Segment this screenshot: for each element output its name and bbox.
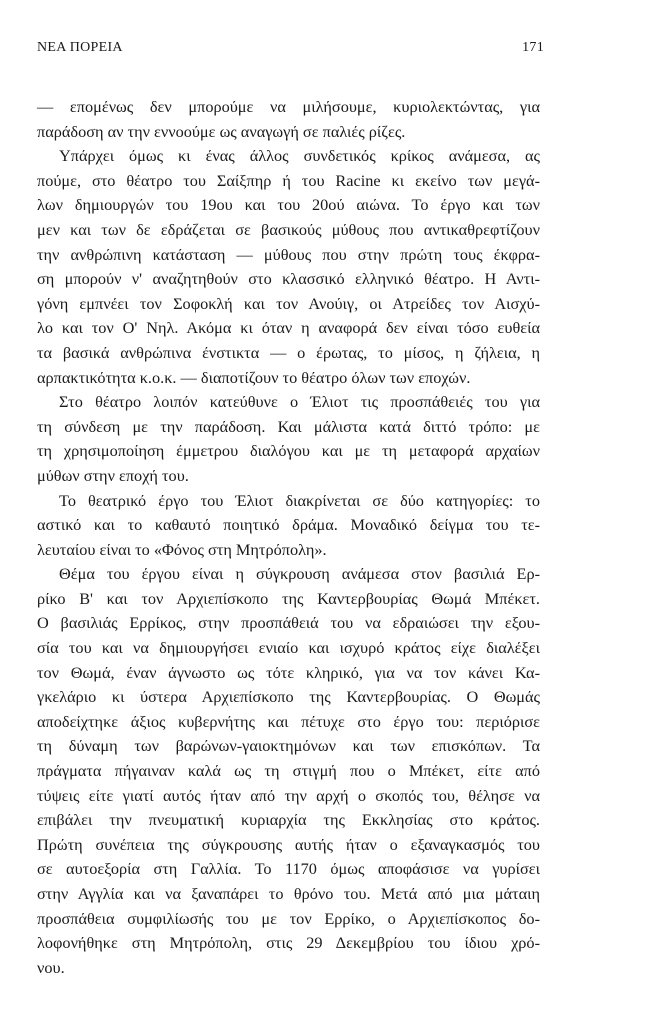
text-line: τύψεις είτε γιατί αυτός ήταν από την αρχή ο σκοπός του, θέλησε να	[37, 785, 540, 805]
text-line: λευταίου είναι το «Φόνος στη Μητρόπολη».	[37, 539, 327, 559]
text-line: ση μπορούν ν' αναζητηθούν στο κλασσικό ελληνικό θέατρο. Η Αντι-	[37, 269, 540, 289]
text-line: τη χρησιμοποίηση έμμετρου διαλόγου και με τη μεταφορά αρχαίων	[37, 441, 540, 461]
text-line: Στο θέατρο λοιπόν κατεύθυνε ο Έλιοτ τις προσπάθειές του για	[59, 392, 540, 412]
text-line: πράγματα πήγαιναν καλά ως τη στιγμή που ο Μπέκετ, είτε από	[37, 761, 540, 781]
text-line: πούμε, στο θέατρο του Σαίξπηρ ή του Racine κι εκείνο των μεγά-	[37, 170, 540, 190]
text-line: παράδοση αν την εννοούμε ως αναγωγή σε παλιές ρίζες.	[37, 121, 406, 141]
page-number: 171	[522, 40, 544, 55]
text-line: τη σύνδεση με την παράδοση. Και μάλιστα κατά διττό τρόπο: με	[37, 416, 540, 436]
body-text	[37, 95, 540, 980]
text-line: αρπακτικότητα κ.ο.κ. — διαποτίζουν το θέατρο όλων των εποχών.	[37, 367, 471, 387]
text-line: αποδείχτηκε άξιος κυβερνήτης και πέτυχε στο έργο του: περιόρισε	[37, 711, 540, 731]
text-line: — επομένως δεν μπορούμε να μιλήσουμε, κυριολεκτώντας, για	[37, 97, 540, 116]
text-line: σε αυτοεξορία στη Γαλλία. Το 1170 όμως αποφάσισε να γυρίσει	[37, 859, 540, 879]
text-line: γόνη εμπνέει τον Σοφοκλή και τον Ανούιγ, οι Ατρείδες τον Αισχύ-	[37, 293, 540, 313]
text-line: λοφονήθηκε στη Μητρόπολη, στις 29 Δεκεμβρίου του ίδιου χρό-	[37, 933, 540, 953]
text-line: μεν και των δε εδράζεται σε βασικούς μύθους που αντικαθρεφτίζουν	[37, 219, 540, 239]
paragraph	[37, 562, 540, 980]
text-line: λων δημιουργών του 19ου και του 20ού αιώνα. Το έργο και των	[37, 195, 540, 215]
text-line: προσπάθεια συμφιλίωσής του με τον Ερρίκο, ο Αρχιεπίσκοπος δο-	[37, 908, 540, 928]
text-line: Πρώτη συνέπεια της σύγκρουσης αυτής ήταν ο εξαναγκασμός του	[37, 834, 540, 854]
paragraph	[37, 390, 540, 488]
text-line: γκελάριο κι ύστερα Αρχιεπίσκοπο της Καντερβουρίας. Ο Θωμάς	[37, 687, 540, 707]
text-line: Θέμα του έργου είναι η σύγκρουση ανάμεσα στον βασιλιά Ερ-	[59, 564, 540, 584]
running-header	[37, 40, 544, 60]
paragraph	[37, 144, 540, 390]
text-line: στην Αγγλία και να ξαναπάρει το θρόνο του. Μετά από μια μάταιη	[37, 884, 540, 903]
text-line: μύθων στην εποχή του.	[37, 465, 189, 485]
running-title: ΝΕΑ ΠΟΡΕΙΑ	[37, 40, 123, 55]
text-line: Υπάρχει όμως κι ένας άλλος συνδετικός κρίκος ανάμεσα, ας	[59, 146, 540, 166]
text-line: τα βασικά ανθρώπινα ένστικτα — ο έρωτας, το μίσος, η ζήλεια, η	[37, 342, 540, 362]
paragraph	[37, 489, 540, 563]
text-line: την ανθρώπινη κατάσταση — μύθους που στην πρώτη τους έκφρα-	[37, 244, 540, 264]
text-line: Ο βασιλιάς Ερρίκος, στην προσπάθειά του να εδραιώσει την εξου-	[37, 613, 540, 633]
text-line: λο και τον Ο' Νηλ. Ακόμα κι όταν η αναφορά δεν είναι τόσο ευθεία	[37, 318, 540, 338]
text-line: Το θεατρικό έργο του Έλιοτ διακρίνεται σε δύο κατηγορίες: το	[59, 490, 540, 510]
text-line: ρίκο Β' και τον Αρχιεπίσκοπο της Καντερβουρίας Θωμά Μπέκετ.	[37, 588, 540, 608]
paragraph	[37, 95, 540, 144]
text-line: νου.	[37, 957, 65, 977]
text-line: αστικό και το καθαυτό ποιητικό δράμα. Μοναδικό δείγμα του τε-	[37, 515, 540, 535]
text-line: τη δύναμη των βαρώνων-γαιοκτημόνων και των επισκόπων. Τα	[37, 736, 540, 756]
text-line: σία του και να δημιουργήσει ενιαίο και ισχυρό κράτος είχε διαλέξει	[37, 638, 540, 658]
text-line: τον Θωμά, έναν άγνωστο ως τότε κληρικό, για να τον κάνει Κα-	[37, 662, 540, 682]
text-line: επιβάλει την πνευματική κυριαρχία της Εκκλησίας στο κράτος.	[37, 810, 540, 830]
